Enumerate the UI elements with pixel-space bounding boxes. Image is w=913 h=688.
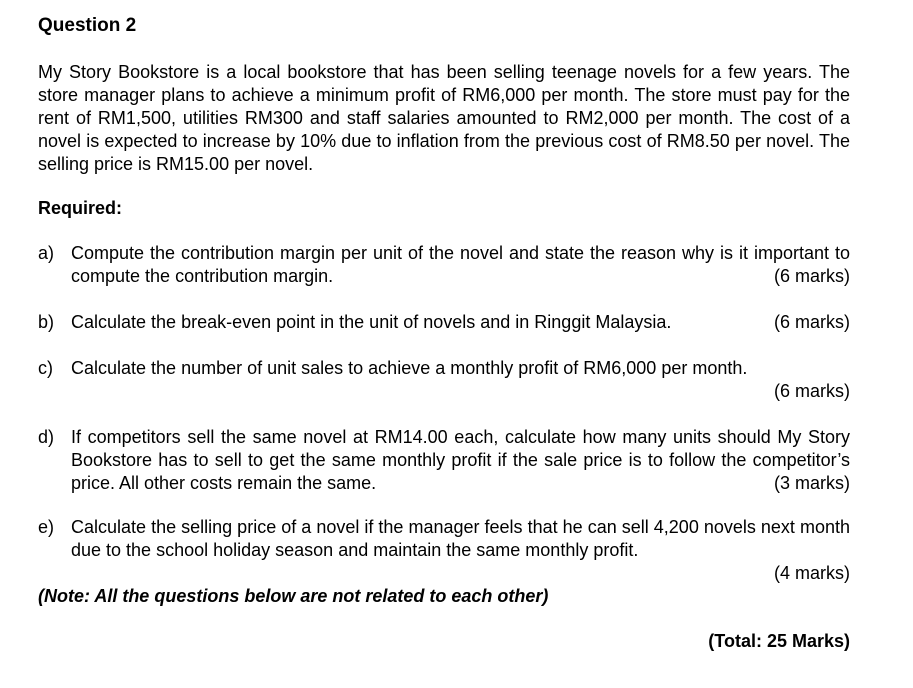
item-body: [71, 516, 850, 585]
question-title: Question 2: [38, 15, 137, 36]
note-text: (Note: All the questions below are not related to each other): [38, 586, 549, 606]
item-marks: (3 marks): [774, 473, 850, 493]
item-text: Calculate the selling price of a novel if the manager feels that he can sell 4,200 novels next month due to the school holiday season and maintain the same monthly profit.: [71, 517, 850, 560]
item-marks: (6 marks): [774, 381, 850, 401]
item-text: If competitors sell the same novel at RM14.00 each, calculate how many units should My Story Bookstore has to sell to get the same monthly profit if the sale price is to follow the competitor’s price. All other costs remain the same.: [71, 427, 850, 493]
item-text: Compute the contribution margin per unit of the novel and state the reason why is it important to compute the contribution margin.: [71, 243, 850, 286]
item-text: Calculate the break-even point in the unit of novels and in Ringgit Malaysia.: [71, 312, 672, 332]
item-body: [71, 311, 850, 334]
item-letter: e): [38, 517, 55, 537]
question-item-b: [38, 311, 850, 334]
item-letter: c): [38, 358, 53, 378]
item-letter: d): [38, 427, 55, 447]
question-item-e: [38, 516, 850, 585]
item-letter: b): [38, 312, 55, 332]
question-item-d: [38, 426, 850, 495]
item-marks: (6 marks): [774, 266, 850, 286]
item-body: [71, 426, 850, 495]
question-item-c: [38, 357, 850, 403]
item-marks: (6 marks): [774, 312, 850, 332]
required-heading: Required:: [38, 198, 123, 218]
item-marks: (4 marks): [774, 563, 850, 583]
item-body: [71, 357, 850, 403]
item-body: [71, 242, 850, 288]
item-letter: a): [38, 243, 55, 263]
total-marks: (Total: 25 Marks): [708, 631, 850, 651]
intro-paragraph: My Story Bookstore is a local bookstore that has been selling teenage novels for a few years. The store manager plans to achieve a minimum profit of RM6,000 per month. The store must pay for the rent of RM1,500, utilities RM300 and staff salaries amounted to RM2,000 per month. The cost of a novel is expected to increase by 10% due to inflation from the previous cost of RM8.50 per novel. The selling price is RM15.00 per novel.: [38, 62, 850, 174]
question-item-a: [38, 242, 850, 288]
item-text: Calculate the number of unit sales to achieve a monthly profit of RM6,000 per month.: [71, 358, 748, 378]
